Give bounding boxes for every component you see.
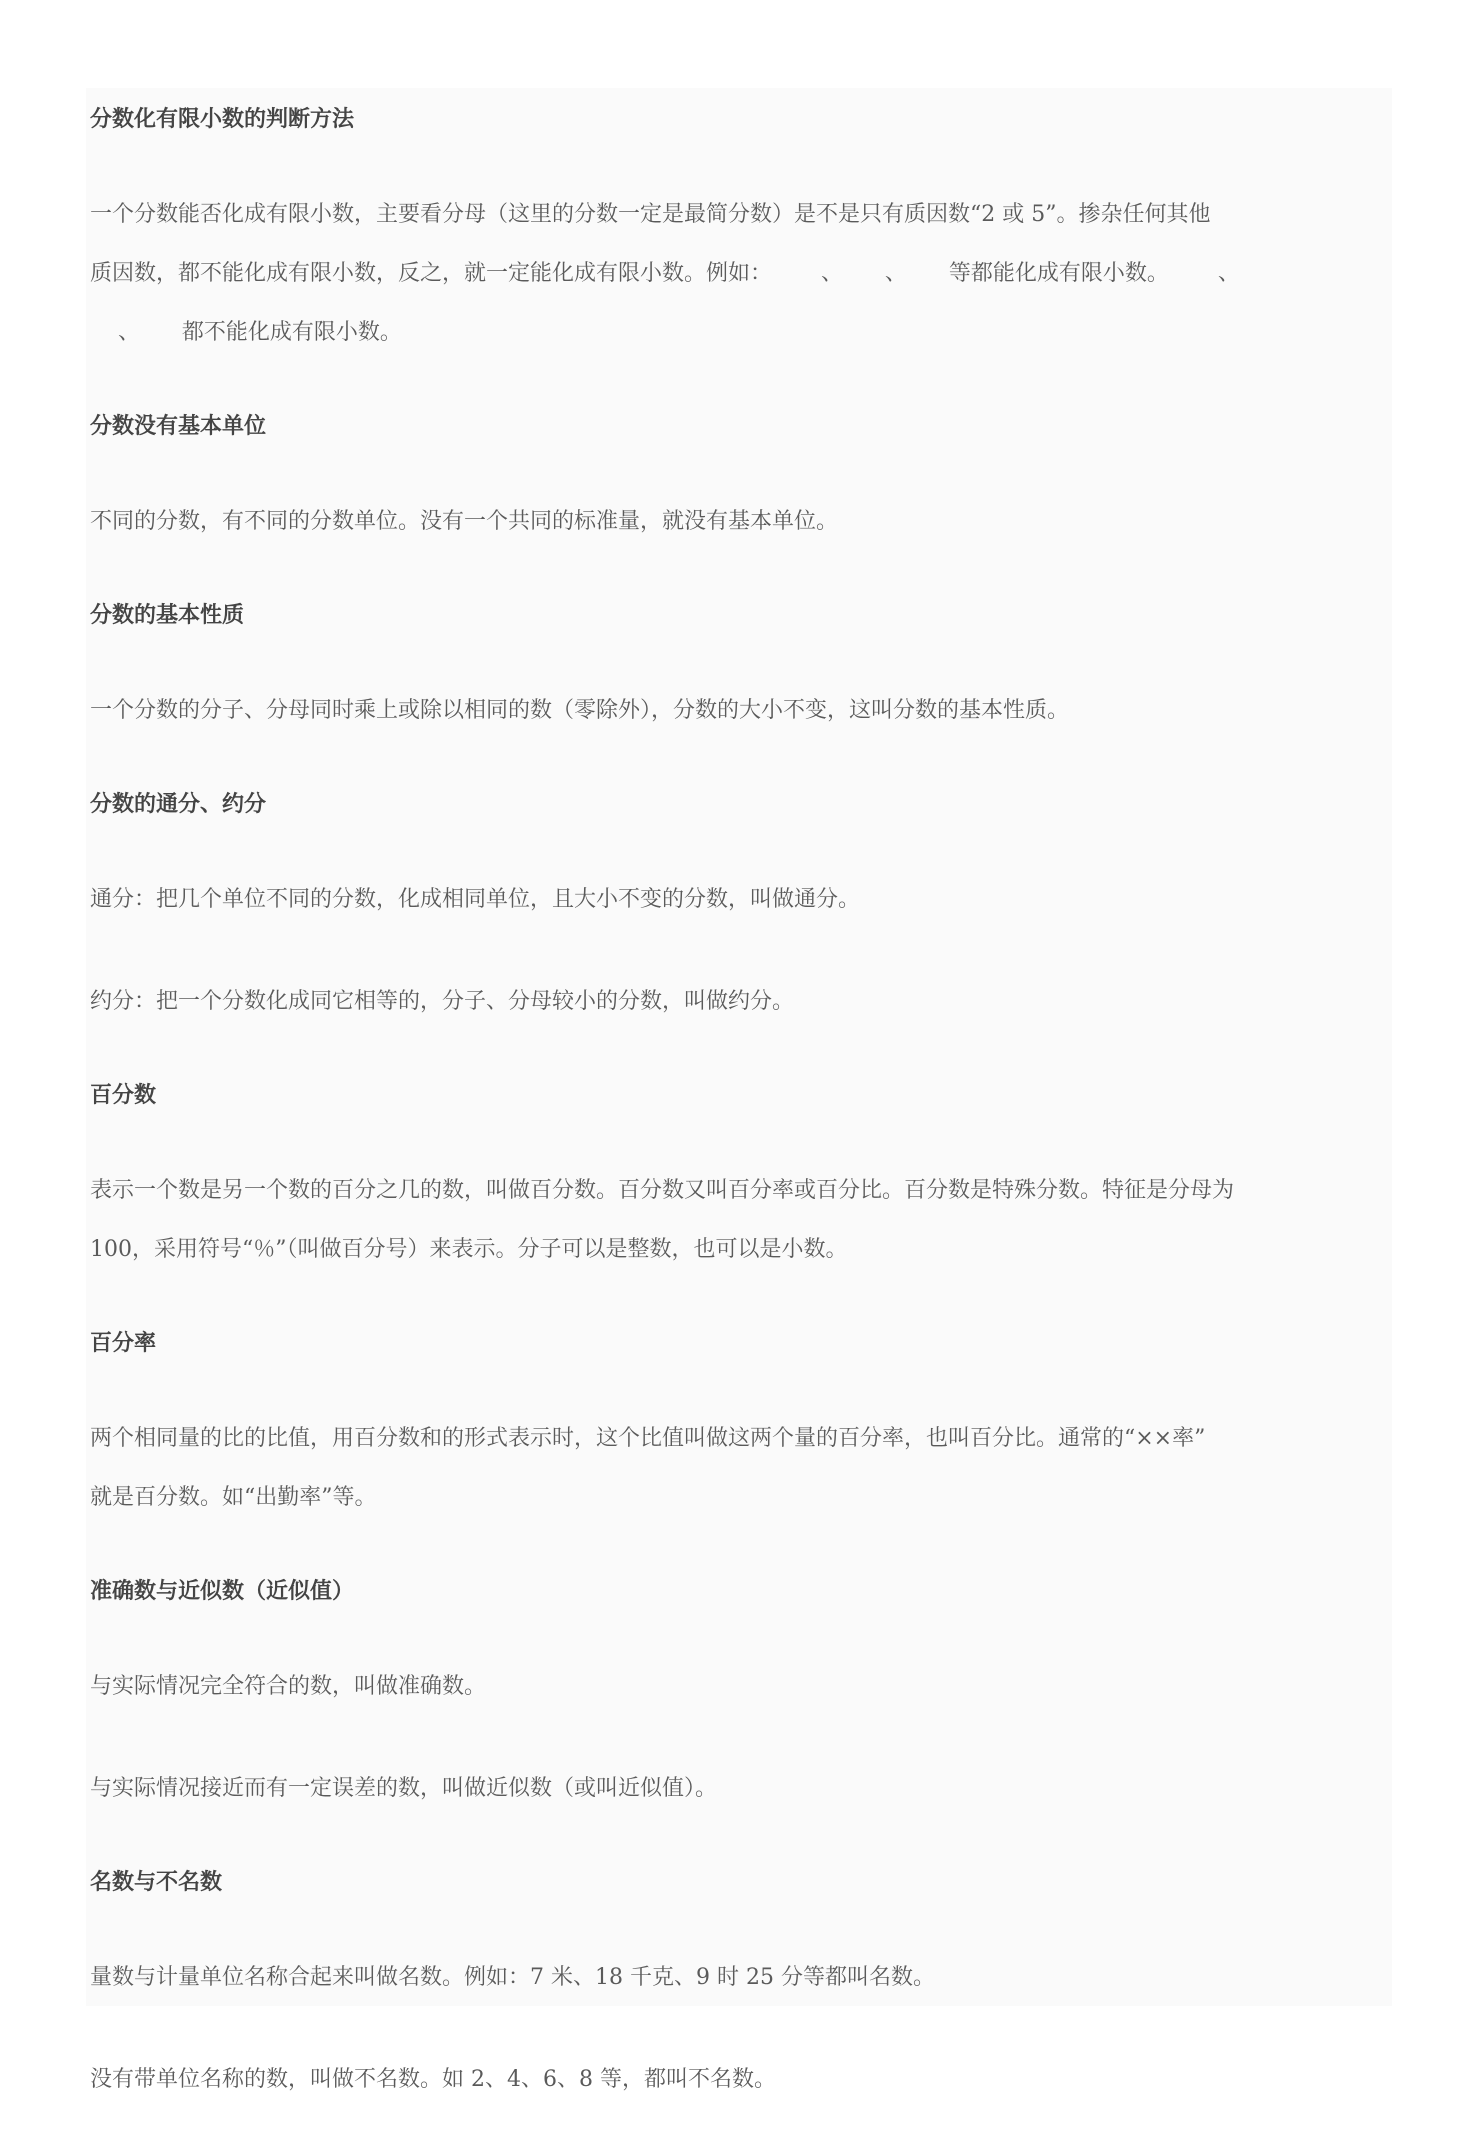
spacer [90,142,1390,185]
spacer [90,2109,1390,2152]
paragraph-line: 量数与计量单位名称合起来叫做名数。例如：7 米、18 千克、9 时 25 分等都叫名数。 [90,1965,935,1990]
section-heading: 准确数与近似数（近似值） [90,1579,355,1604]
paragraph-line: 不同的分数，有不同的分数单位。没有一个共同的标准量，就没有基本单位。 [90,509,839,534]
spacer [90,1118,1390,1161]
document-body [90,98,1390,2152]
paragraph [90,1409,1390,1527]
paragraph [90,492,1390,551]
spacer [90,1905,1390,1948]
spacer [90,362,1390,405]
spacer [90,827,1390,870]
section-heading: 分数的基本性质 [90,603,245,628]
paragraph [90,1759,1390,1818]
spacer [90,1279,1390,1322]
paragraph-line: 一个分数的分子、分母同时乘上或除以相同的数（零除外），分数的大小不变，这叫分数的基本性质。 [90,698,1070,723]
paragraph [90,1161,1390,1279]
paragraph-line: 表示一个数是另一个数的百分之几的数，叫做百分数。百分数又叫百分率或百分比。百分数是特殊分数。特征是分母为 [90,1178,1235,1203]
spacer [90,1031,1390,1074]
paragraph-line: 通分：把几个单位不同的分数，化成相同单位，且大小不变的分数，叫做通分。 [90,887,861,912]
paragraph [90,681,1390,740]
paragraph-line: 约分：把一个分数化成同它相等的，分子、分母较小的分数，叫做约分。 [90,989,795,1014]
paragraph-line: 、 都不能化成有限小数。 [90,320,402,345]
spacer [90,551,1390,594]
paragraph [90,2050,1390,2109]
spacer [90,1527,1390,1570]
paragraph [90,185,1390,362]
section-heading: 分数的通分、约分 [90,792,267,817]
spacer [90,638,1390,681]
section-heading: 名数与不名数 [90,1870,223,1895]
paragraph-line: 质因数，都不能化成有限小数，反之，就一定能化成有限小数。例如： 、 、 等都能化成有限小数。 、 [90,261,1240,286]
paragraph [90,870,1390,929]
section-heading: 分数化有限小数的判断方法 [90,107,355,132]
spacer [90,929,1390,972]
paragraph [90,972,1390,1031]
paragraph-line: 100，采用符号“％”（叫做百分号）来表示。分子可以是整数，也可以是小数。 [90,1237,848,1262]
spacer [90,740,1390,783]
paragraph-line: 就是百分数。如“出勤率”等。 [90,1485,377,1510]
spacer [90,2007,1390,2050]
section-heading: 百分率 [90,1331,157,1356]
paragraph-line: 两个相同量的比的比值，用百分数和的形式表示时，这个比值叫做这两个量的百分率，也叫百分比。通常的“××率” [90,1426,1206,1451]
spacer [90,1716,1390,1759]
section-heading: 百分数 [90,1083,157,1108]
spacer [90,1614,1390,1657]
spacer [90,449,1390,492]
spacer [90,1366,1390,1409]
paragraph-line: 与实际情况接近而有一定误差的数，叫做近似数（或叫近似值）。 [90,1776,718,1801]
spacer [90,1818,1390,1861]
paragraph [90,1657,1390,1716]
paragraph-line: 一个分数能否化成有限小数，主要看分母（这里的分数一定是最简分数）是不是只有质因数“2 或 5”。掺杂任何其他 [90,202,1211,227]
paragraph-line: 没有带单位名称的数，叫做不名数。如 2、4、6、8 等，都叫不名数。 [90,2067,776,2092]
paragraph-line: 与实际情况完全符合的数，叫做准确数。 [90,1674,487,1699]
paragraph [90,1948,1390,2007]
section-heading: 分数没有基本单位 [90,414,267,439]
